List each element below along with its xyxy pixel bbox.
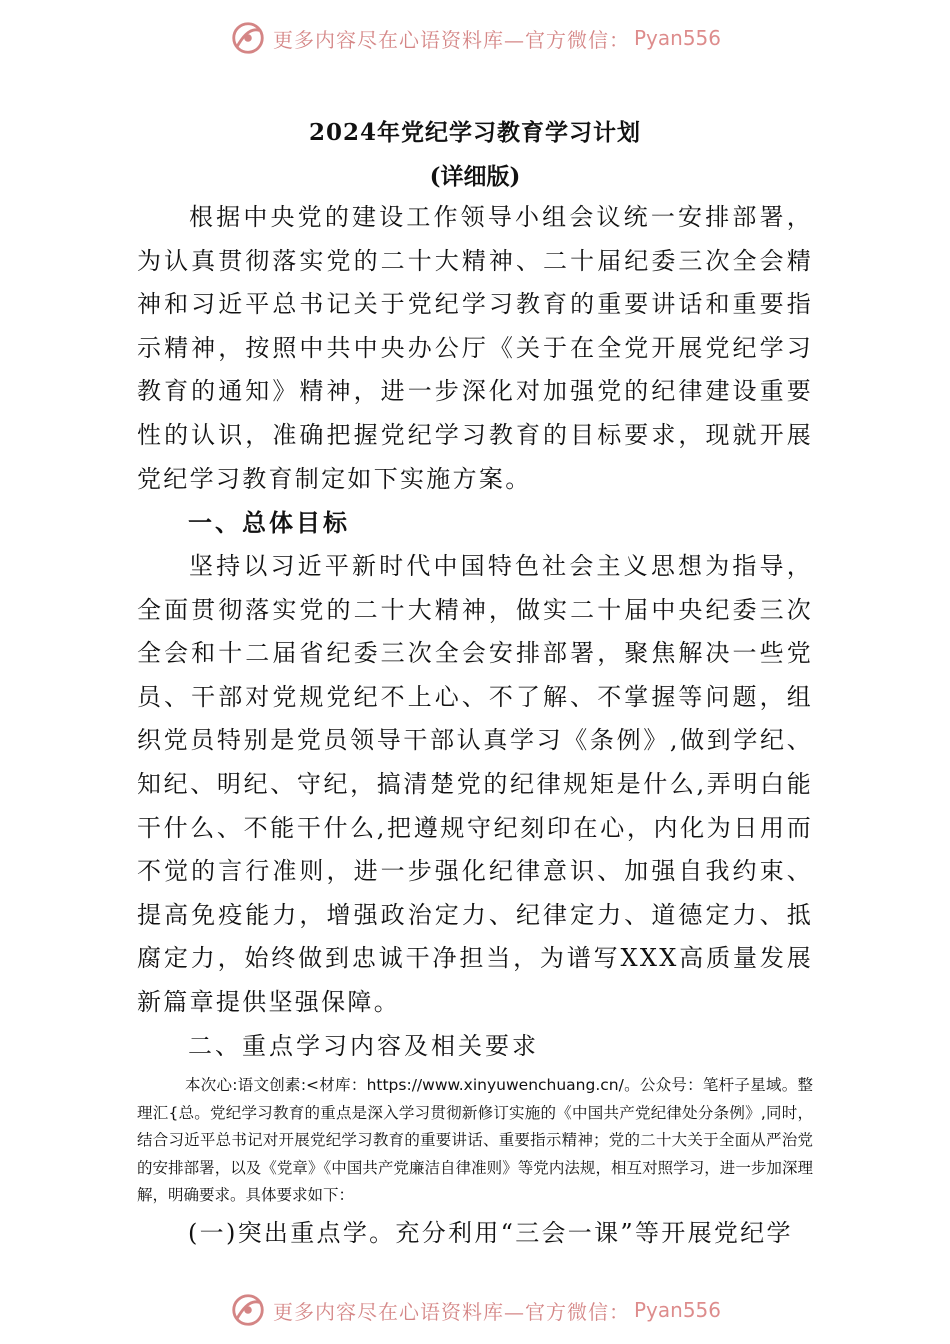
watermark-banner-top <box>0 16 950 60</box>
watermark-text: 更多内容尽在心语资料库—官方微信： <box>272 1299 630 1324</box>
document-title: 2024年党纪学习教育学习计划 <box>308 119 641 146</box>
circular-logo-icon <box>229 19 267 57</box>
section2-heading: 二、重点学习内容及相关要求 <box>188 1032 539 1060</box>
watermark-banner-bottom <box>0 1288 950 1332</box>
section1-heading: 一、总体目标 <box>188 508 350 537</box>
intro-paragraph: 根据中央党的建设工作领导小组会议统一安排部署，为认真贯彻落实党的二十大精神、二十届纪委三次全会精神和习近平总书记关于党纪学习教育的重要讲话和重要指示精神，按照中共中央办公厅《关于在全党开展党纪学习教育的通知》精神，进一步深化对加强党的纪律建设重要性的认识，准确把握党纪学习教育的目标要求，现就开展党纪学习教育制定如下实施方案。 <box>137 203 813 493</box>
section1-paragraph: 坚持以习近平新时代中国特色社会主义思想为指导，全面贯彻落实党的二十大精神，做实二十届中央纪委三次全会和十二届省纪委三次全会安排部署，聚焦解决一些党员、干部对党规党纪不上心、不了解、不掌握等问题，组织党员特别是党员领导干部认真学习《条例》,做到学纪、知纪、明纪、守纪，搞清楚党的纪律规矩是什么,弄明白能干什么、不能干什么,把遵规守纪刻印在心，内化为日用而不觉的言行准则，进一步强化纪律意识、加强自我约束、提高免疫能力，增强政治定力、纪律定力、道德定力、抵腐定力，始终做到忠诚干净担当，为谱写XXX高质量发展新篇章提供坚强保障。 <box>137 552 813 1016</box>
watermark-wechat-id: Pyan556 <box>633 26 721 50</box>
watermark-text: 更多内容尽在心语资料库—官方微信： <box>272 27 630 52</box>
document-subtitle: (详细版) <box>429 163 521 190</box>
subsection1-start: (一)突出重点学。充分利用“三会一课”等开展党纪学 <box>188 1219 793 1247</box>
circular-logo-icon <box>229 1291 267 1329</box>
section2-note: 本次心:语文创素:<材库：https://www.xinyuwenchuang.cn/。公众号：笔杆子星域。整理汇{总。党纪学习教育的重点是深入学习贯彻新修订实施的《中国共产党纪律处分条例》,同时，结合习近平总书记对开展党纪学习教育的重要讲话、重要指示精神；党的二十大关于全面从严治党的安排部署，以及《党章》《中国共产党廉洁自律准则》等党内法规，相互对照学习，进一步加深理解，明确要求。具体要求如下： <box>137 1076 813 1204</box>
watermark-wechat-id: Pyan556 <box>633 1298 721 1322</box>
